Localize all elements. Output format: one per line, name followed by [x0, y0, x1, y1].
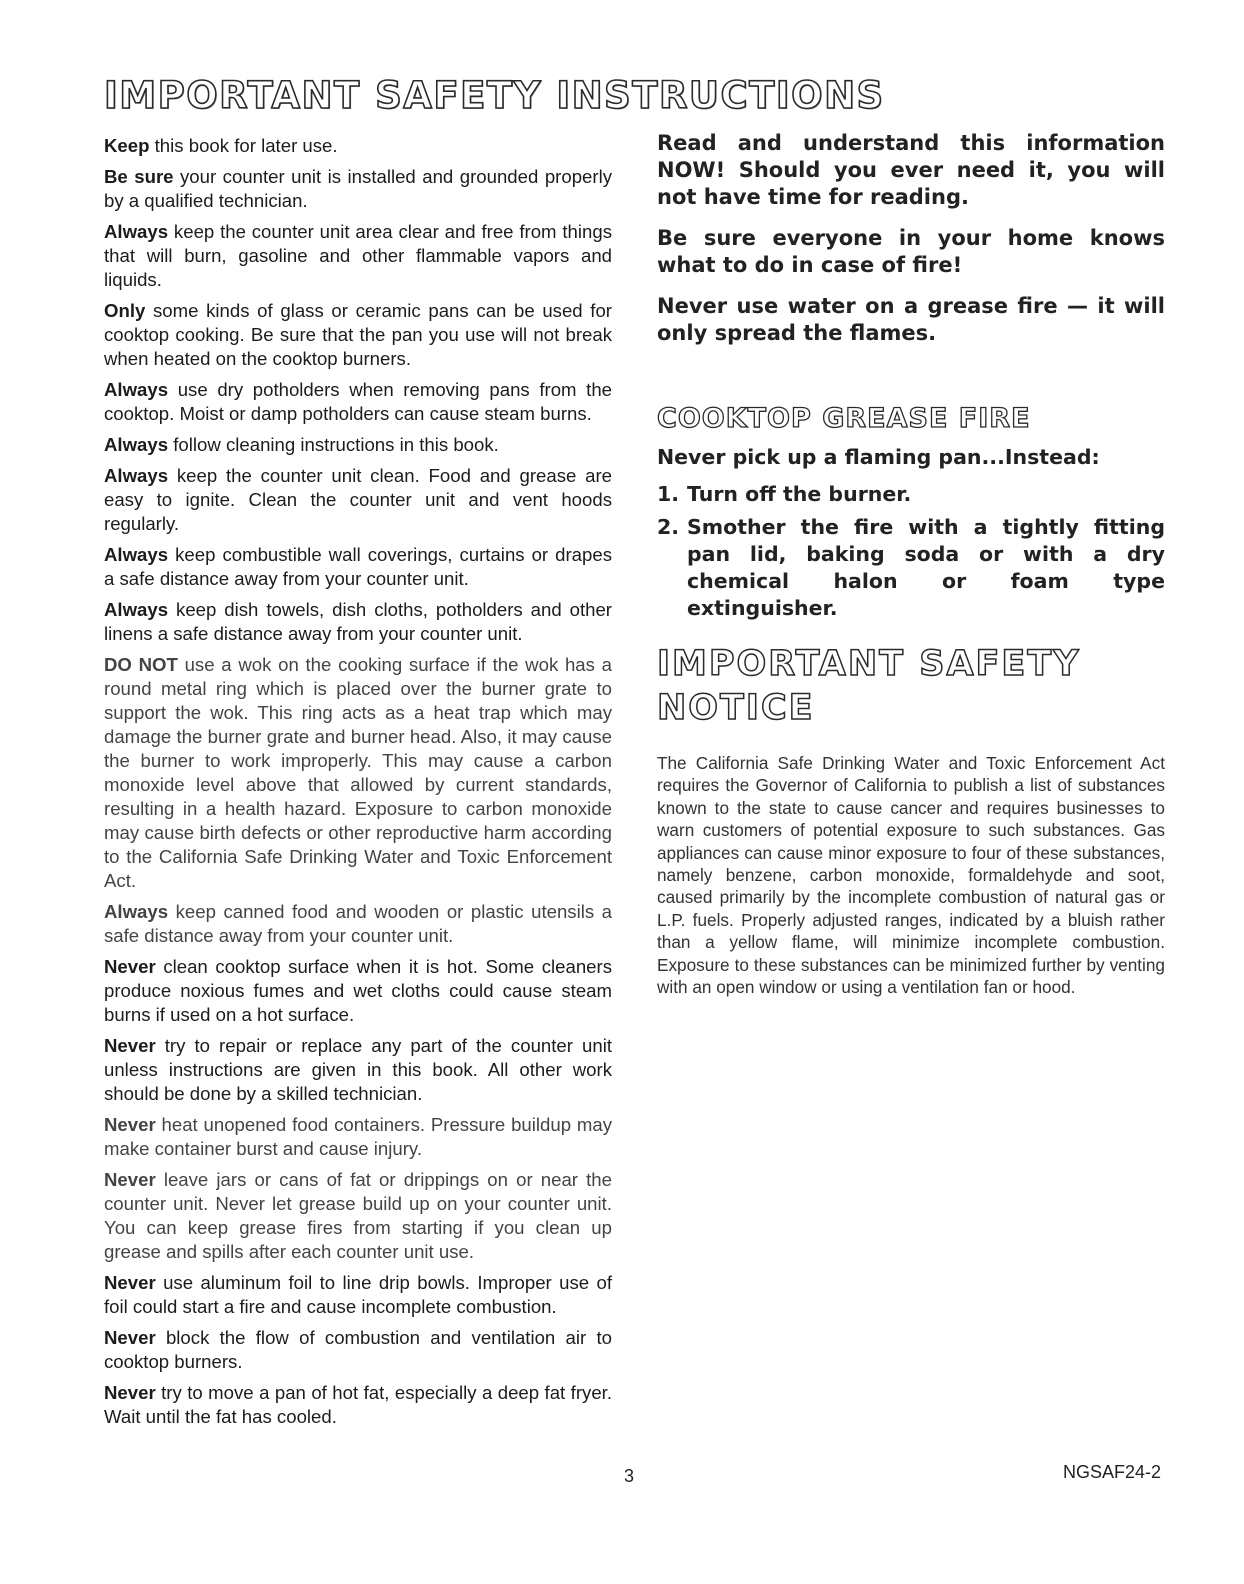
left-column	[104, 134, 612, 1436]
instruction-item	[104, 299, 612, 371]
item-lead: Only	[104, 300, 146, 321]
instruction-item	[104, 1168, 612, 1264]
instruction-item	[104, 220, 612, 292]
item-lead: Always	[104, 379, 169, 400]
instruction-item	[104, 134, 612, 158]
instruction-item	[104, 955, 612, 1027]
page-number: 3	[624, 1466, 635, 1486]
item-text: keep dish towels, dish cloths, potholders and other linens a safe distance away from your counter unit.	[104, 599, 612, 644]
item-text: keep the counter unit area clear and free from things that will burn, gasoline and other flammable vapors and liquids.	[104, 221, 612, 290]
instruction-item	[104, 1113, 612, 1161]
instruction-item	[104, 464, 612, 536]
page-title: IMPORTANT SAFETY INSTRUCTIONS	[104, 74, 885, 117]
item-text: your counter unit is installed and grounded properly by a qualified technician.	[104, 166, 612, 211]
item-lead: Never	[104, 1382, 156, 1403]
step-number: 1.	[657, 482, 680, 506]
item-text: this book for later use.	[149, 135, 338, 156]
item-text: follow cleaning instructions in this book.	[168, 434, 499, 455]
item-text: use dry potholders when removing pans from the cooktop. Moist or damp potholders can cause steam burns.	[104, 379, 612, 424]
grease-fire-steps	[657, 481, 1165, 622]
step-number: 2.	[657, 515, 680, 539]
grease-fire-heading: COOKTOP GREASE FIRE	[657, 403, 1031, 434]
warning-fire-plan: Be sure everyone in your home knows what to do in case of fire!	[657, 226, 1165, 277]
item-text: clean cooktop surface when it is hot. Some cleaners produce noxious fumes and wet cloths could cause steam burns if used on a hot surface.	[104, 956, 612, 1025]
instruction-item	[104, 653, 612, 893]
item-lead: Never	[104, 1272, 156, 1293]
right-column	[657, 130, 1165, 998]
safety-notice-body: The California Safe Drinking Water and Toxic Enforcement Act requires the Governor of California to publish a list of substances known to the state to cause cancer and requires businesses to warn customers of potential exposure to such substances. Gas appliances can cause minor exposure to four of these substances, namely benzene, carbon monoxide, formaldehyde and soot, caused primarily by the incomplete combustion of natural gas or L.P. fuels. Properly adjusted ranges, indicated by a bluish rather than a yellow flame, will minimize incomplete combustion. Exposure to these substances can be minimized further by venting with an open window or using a ventilation fan or hood.	[657, 753, 1165, 998]
item-text: try to move a pan of hot fat, especially a deep fat fryer. Wait until the fat has cooled.	[104, 1382, 612, 1427]
item-text: block the flow of combustion and ventilation air to cooktop burners.	[104, 1327, 612, 1372]
instruction-item	[104, 1271, 612, 1319]
step-text: Smother the fire with a tightly fitting pan lid, baking soda or with a dry chemical halon or foam type extinguisher.	[687, 515, 1165, 620]
item-lead: Never	[104, 956, 156, 977]
warning-no-water: Never use water on a grease fire — it will only spread the flames.	[657, 294, 1165, 345]
item-text: some kinds of glass or ceramic pans can be used for cooktop cooking. Be sure that the pan you use will not break when heated on the cooktop burners.	[104, 300, 612, 369]
instruction-item	[104, 433, 612, 457]
safety-notice-heading: IMPORTANT SAFETY NOTICE	[657, 644, 1081, 728]
item-lead: Always	[104, 599, 169, 620]
item-text: leave jars or cans of fat or drippings on or near the counter unit. Never let grease build up on your counter unit. You can keep grease fires from starting if you clean up grease and spills after each counter unit use.	[104, 1169, 612, 1262]
item-lead: Keep	[104, 135, 150, 156]
item-lead: Never	[104, 1327, 156, 1348]
step-item	[657, 514, 1165, 622]
item-text: keep canned food and wooden or plastic utensils a safe distance away from your counter unit.	[104, 901, 612, 946]
item-text: use a wok on the cooking surface if the wok has a round metal ring which is placed over the burner grate to support the wok. This ring acts as a heat trap which may damage the burner grate and burner head. Also, it may cause the burner to work improperly. This may cause a carbon monoxide level above that allowed by current standards, resulting in a health hazard. Exposure to carbon monoxide may cause birth defects or other reproductive harm according to the California Safe Drinking Water and Toxic Enforcement Act.	[104, 654, 612, 891]
grease-fire-subheading: Never pick up a flaming pan...Instead:	[657, 445, 1100, 469]
item-lead: Always	[104, 221, 169, 242]
item-text: keep combustible wall coverings, curtains or drapes a safe distance away from your counter unit.	[104, 544, 612, 589]
item-text: keep the counter unit clean. Food and grease are easy to ignite. Clean the counter unit and vent hoods regularly.	[104, 465, 612, 534]
instruction-item	[104, 543, 612, 591]
warning-read-now: Read and understand this information NOW! Should you ever need it, you will not have time for reading.	[657, 131, 1165, 209]
item-text: try to repair or replace any part of the counter unit unless instructions are given in this book. All other work should be done by a skilled technician.	[104, 1035, 612, 1104]
document-code: NGSAF24-2	[1063, 1462, 1162, 1482]
item-lead: Be sure	[104, 166, 174, 187]
step-text: Turn off the burner.	[687, 482, 912, 506]
item-text: use aluminum foil to line drip bowls. Improper use of foil could start a fire and cause incomplete combustion.	[104, 1272, 612, 1317]
item-lead: Always	[104, 434, 169, 455]
item-text: heat unopened food containers. Pressure buildup may make container burst and cause injury.	[104, 1114, 612, 1159]
instruction-item	[104, 1381, 612, 1429]
instruction-item	[104, 900, 612, 948]
instruction-item	[104, 1034, 612, 1106]
item-lead: DO NOT	[104, 654, 178, 675]
instruction-item	[104, 598, 612, 646]
item-lead: Never	[104, 1114, 156, 1135]
item-lead: Never	[104, 1035, 156, 1056]
instruction-item	[104, 1326, 612, 1374]
instruction-item	[104, 165, 612, 213]
item-lead: Always	[104, 544, 169, 565]
item-lead: Never	[104, 1169, 156, 1190]
instruction-item	[104, 378, 612, 426]
item-lead: Always	[104, 901, 169, 922]
item-lead: Always	[104, 465, 169, 486]
step-item	[657, 481, 1165, 508]
